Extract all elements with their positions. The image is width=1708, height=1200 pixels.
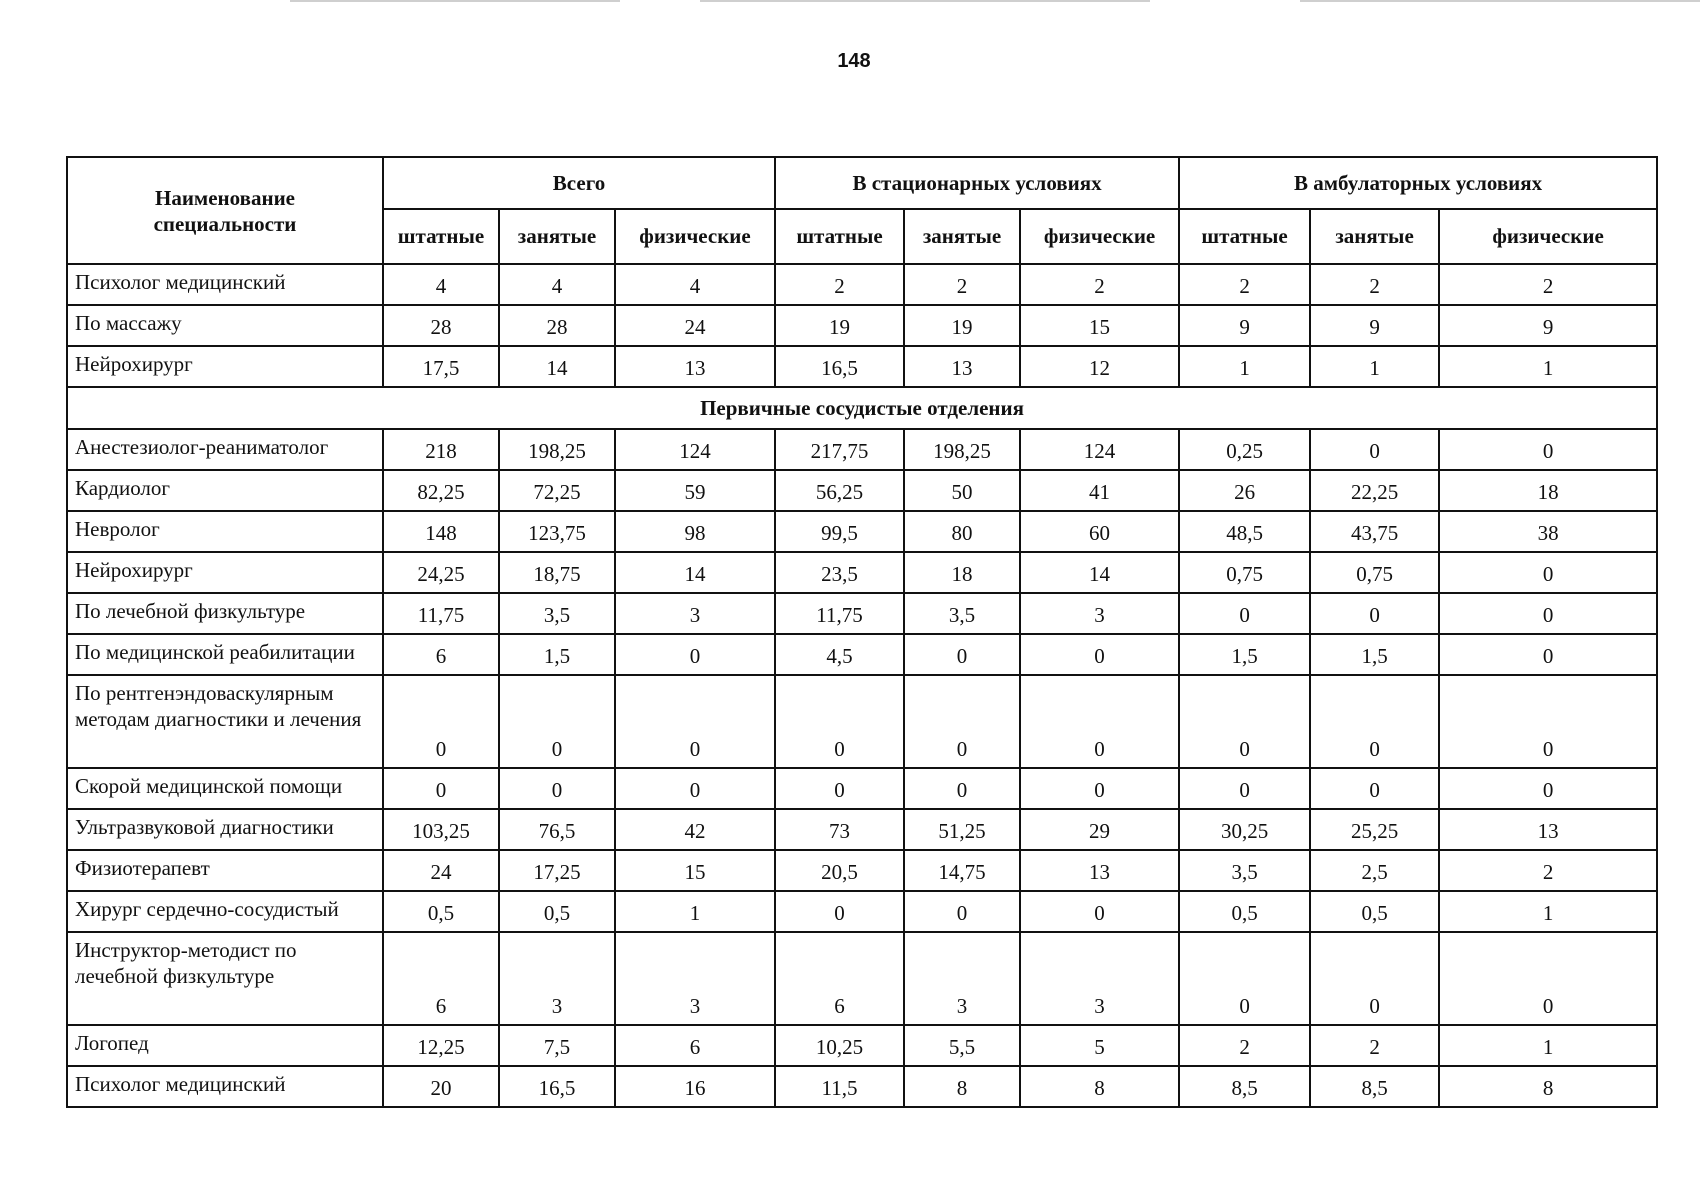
cell-value: 12: [1020, 346, 1179, 387]
cell-value: 2: [1439, 850, 1657, 891]
cell-value: 8: [1020, 1066, 1179, 1107]
cell-value: 1: [1179, 346, 1310, 387]
cell-value: 4,5: [775, 634, 904, 675]
cell-value: 25,25: [1310, 809, 1439, 850]
specialty-name: Нейрохирург: [67, 552, 383, 593]
cell-value: 2: [1179, 264, 1310, 305]
cell-value: 124: [1020, 429, 1179, 470]
cell-value: 0: [1310, 675, 1439, 768]
cell-value: 5: [1020, 1025, 1179, 1066]
cell-value: 22,25: [1310, 470, 1439, 511]
header-group-total: Всего: [383, 157, 775, 209]
cell-value: 0: [1439, 552, 1657, 593]
cell-value: 15: [615, 850, 775, 891]
specialty-name: По медицинской реабилитации: [67, 634, 383, 675]
section-row: [67, 387, 1657, 429]
cell-value: 13: [1020, 850, 1179, 891]
cell-value: 18: [904, 552, 1020, 593]
cell-value: 60: [1020, 511, 1179, 552]
cell-value: 0: [1179, 675, 1310, 768]
cell-value: 82,25: [383, 470, 499, 511]
table-row: [67, 429, 1657, 470]
cell-value: 148: [383, 511, 499, 552]
cell-value: 11,75: [383, 593, 499, 634]
cell-value: 217,75: [775, 429, 904, 470]
cell-value: 24,25: [383, 552, 499, 593]
cell-value: 1,5: [1310, 634, 1439, 675]
specialty-name: Инструктор-методист по лечебной физкультуре: [67, 932, 383, 1025]
cell-value: 9: [1439, 305, 1657, 346]
cell-value: 2: [1179, 1025, 1310, 1066]
cell-value: 16: [615, 1066, 775, 1107]
specialty-name: Невролог: [67, 511, 383, 552]
table-row: [67, 809, 1657, 850]
specialty-name: Кардиолог: [67, 470, 383, 511]
header-subcolumn: занятые: [499, 209, 615, 264]
table-row: [67, 768, 1657, 809]
cell-value: 48,5: [1179, 511, 1310, 552]
cell-value: 11,75: [775, 593, 904, 634]
header-subcolumn: физические: [1020, 209, 1179, 264]
table-row: [67, 593, 1657, 634]
cell-value: 43,75: [1310, 511, 1439, 552]
specialty-name: Скорой медицинской помощи: [67, 768, 383, 809]
specialty-name: Анестезиолог-реаниматолог: [67, 429, 383, 470]
scan-artifact: [1300, 0, 1700, 2]
cell-value: 0: [1020, 768, 1179, 809]
cell-value: 9: [1179, 305, 1310, 346]
cell-value: 0: [499, 675, 615, 768]
cell-value: 29: [1020, 809, 1179, 850]
specialty-name: Ультразвуковой диагностики: [67, 809, 383, 850]
cell-value: 0: [775, 675, 904, 768]
cell-value: 124: [615, 429, 775, 470]
header-group-inpatient: В стационарных условиях: [775, 157, 1179, 209]
cell-value: 23,5: [775, 552, 904, 593]
cell-value: 0,5: [1179, 891, 1310, 932]
cell-value: 0: [1179, 768, 1310, 809]
cell-value: 73: [775, 809, 904, 850]
cell-value: 0: [1020, 891, 1179, 932]
cell-value: 3: [615, 932, 775, 1025]
table-row: [67, 932, 1657, 1025]
page-number: 148: [837, 50, 871, 72]
cell-value: 20,5: [775, 850, 904, 891]
cell-value: 13: [615, 346, 775, 387]
cell-value: 0: [1310, 429, 1439, 470]
cell-value: 0: [1439, 675, 1657, 768]
cell-value: 0,5: [383, 891, 499, 932]
cell-value: 1,5: [499, 634, 615, 675]
cell-value: 4: [383, 264, 499, 305]
table-row: [67, 552, 1657, 593]
cell-value: 16,5: [775, 346, 904, 387]
table-row: [67, 264, 1657, 305]
cell-value: 3: [499, 932, 615, 1025]
cell-value: 80: [904, 511, 1020, 552]
cell-value: 1: [1439, 891, 1657, 932]
cell-value: 72,25: [499, 470, 615, 511]
cell-value: 14: [615, 552, 775, 593]
header-subcolumn: занятые: [904, 209, 1020, 264]
cell-value: 0,5: [499, 891, 615, 932]
specialty-name: По массажу: [67, 305, 383, 346]
cell-value: 28: [383, 305, 499, 346]
cell-value: 14,75: [904, 850, 1020, 891]
cell-value: 51,25: [904, 809, 1020, 850]
cell-value: 198,25: [499, 429, 615, 470]
cell-value: 1: [1439, 346, 1657, 387]
cell-value: 0: [1020, 675, 1179, 768]
cell-value: 0: [615, 675, 775, 768]
specialty-name: Хирург сердечно-сосудистый: [67, 891, 383, 932]
cell-value: 8,5: [1310, 1066, 1439, 1107]
staff-table: [66, 156, 1658, 1108]
scan-artifact: [290, 0, 620, 2]
cell-value: 0: [904, 634, 1020, 675]
cell-value: 3: [615, 593, 775, 634]
scan-speck: [1630, 396, 1638, 399]
cell-value: 218: [383, 429, 499, 470]
cell-value: 5,5: [904, 1025, 1020, 1066]
table-row: [67, 1025, 1657, 1066]
cell-value: 0: [499, 768, 615, 809]
cell-value: 18,75: [499, 552, 615, 593]
header-group-outpatient: В амбулаторных условиях: [1179, 157, 1657, 209]
cell-value: 1: [1310, 346, 1439, 387]
cell-value: 19: [775, 305, 904, 346]
cell-value: 4: [615, 264, 775, 305]
cell-value: 0: [1310, 768, 1439, 809]
cell-value: 17,5: [383, 346, 499, 387]
cell-value: 6: [615, 1025, 775, 1066]
cell-value: 56,25: [775, 470, 904, 511]
cell-value: 76,5: [499, 809, 615, 850]
specialty-name: Логопед: [67, 1025, 383, 1066]
cell-value: 0,75: [1310, 552, 1439, 593]
cell-value: 0: [383, 675, 499, 768]
header-row-groups: [67, 157, 1657, 209]
section-title: Первичные сосудистые отделения: [67, 387, 1657, 429]
table-row: [67, 511, 1657, 552]
cell-value: 14: [1020, 552, 1179, 593]
table-row: [67, 850, 1657, 891]
cell-value: 0,5: [1310, 891, 1439, 932]
header-subcolumn: штатные: [383, 209, 499, 264]
cell-value: 123,75: [499, 511, 615, 552]
cell-value: 11,5: [775, 1066, 904, 1107]
header-subcolumn: штатные: [1179, 209, 1310, 264]
cell-value: 0: [1179, 593, 1310, 634]
cell-value: 0: [775, 891, 904, 932]
cell-value: 98: [615, 511, 775, 552]
cell-value: 2: [1439, 264, 1657, 305]
cell-value: 12,25: [383, 1025, 499, 1066]
cell-value: 9: [1310, 305, 1439, 346]
cell-value: 18: [1439, 470, 1657, 511]
specialty-name: Физиотерапевт: [67, 850, 383, 891]
cell-value: 13: [1439, 809, 1657, 850]
cell-value: 3,5: [904, 593, 1020, 634]
cell-value: 1: [1439, 1025, 1657, 1066]
cell-value: 0: [615, 768, 775, 809]
cell-value: 6: [775, 932, 904, 1025]
cell-value: 41: [1020, 470, 1179, 511]
cell-value: 2: [1310, 1025, 1439, 1066]
cell-value: 17,25: [499, 850, 615, 891]
cell-value: 16,5: [499, 1066, 615, 1107]
header-subcolumn: штатные: [775, 209, 904, 264]
table-row: [67, 305, 1657, 346]
cell-value: 8,5: [1179, 1066, 1310, 1107]
specialty-name: Психолог медицинский: [67, 264, 383, 305]
cell-value: 2: [1020, 264, 1179, 305]
cell-value: 0: [1439, 634, 1657, 675]
header-subcolumn: занятые: [1310, 209, 1439, 264]
cell-value: 99,5: [775, 511, 904, 552]
cell-value: 15: [1020, 305, 1179, 346]
table-row: [67, 634, 1657, 675]
specialty-name: По рентгенэндоваскулярным методам диагностики и лечения: [67, 675, 383, 768]
cell-value: 0: [1439, 593, 1657, 634]
cell-value: 0: [775, 768, 904, 809]
table-row: [67, 1066, 1657, 1107]
cell-value: 28: [499, 305, 615, 346]
cell-value: 0: [383, 768, 499, 809]
cell-value: 0,25: [1179, 429, 1310, 470]
table-row: [67, 470, 1657, 511]
cell-value: 0: [1179, 932, 1310, 1025]
table-row: [67, 675, 1657, 768]
cell-value: 19: [904, 305, 1020, 346]
cell-value: 0: [904, 768, 1020, 809]
cell-value: 8: [1439, 1066, 1657, 1107]
cell-value: 0: [1310, 593, 1439, 634]
cell-value: 4: [499, 264, 615, 305]
cell-value: 1,5: [1179, 634, 1310, 675]
cell-value: 42: [615, 809, 775, 850]
cell-value: 14: [499, 346, 615, 387]
cell-value: 6: [383, 634, 499, 675]
specialty-name: Нейрохирург: [67, 346, 383, 387]
cell-value: 0: [1439, 932, 1657, 1025]
cell-value: 24: [383, 850, 499, 891]
cell-value: 10,25: [775, 1025, 904, 1066]
cell-value: 3: [1020, 932, 1179, 1025]
cell-value: 6: [383, 932, 499, 1025]
cell-value: 0: [1020, 634, 1179, 675]
cell-value: 0: [1310, 932, 1439, 1025]
cell-value: 0: [1439, 429, 1657, 470]
cell-value: 2: [1310, 264, 1439, 305]
cell-value: 3,5: [499, 593, 615, 634]
cell-value: 0: [1439, 768, 1657, 809]
cell-value: 198,25: [904, 429, 1020, 470]
specialty-name: Психолог медицинский: [67, 1066, 383, 1107]
cell-value: 24: [615, 305, 775, 346]
cell-value: 2,5: [1310, 850, 1439, 891]
cell-value: 2: [775, 264, 904, 305]
cell-value: 2: [904, 264, 1020, 305]
cell-value: 103,25: [383, 809, 499, 850]
table-row: [67, 891, 1657, 932]
cell-value: 0: [904, 675, 1020, 768]
header-subcolumn: физические: [615, 209, 775, 264]
header-name-column: Наименование специальности: [67, 157, 383, 264]
cell-value: 0: [904, 891, 1020, 932]
cell-value: 30,25: [1179, 809, 1310, 850]
cell-value: 8: [904, 1066, 1020, 1107]
cell-value: 50: [904, 470, 1020, 511]
cell-value: 7,5: [499, 1025, 615, 1066]
cell-value: 20: [383, 1066, 499, 1107]
cell-value: 0,75: [1179, 552, 1310, 593]
cell-value: 0: [615, 634, 775, 675]
specialty-name: По лечебной физкультуре: [67, 593, 383, 634]
cell-value: 38: [1439, 511, 1657, 552]
cell-value: 3,5: [1179, 850, 1310, 891]
header-subcolumn: физические: [1439, 209, 1657, 264]
cell-value: 3: [1020, 593, 1179, 634]
cell-value: 13: [904, 346, 1020, 387]
scan-artifact: [700, 0, 1150, 2]
table-row: [67, 346, 1657, 387]
cell-value: 1: [615, 891, 775, 932]
cell-value: 26: [1179, 470, 1310, 511]
cell-value: 3: [904, 932, 1020, 1025]
cell-value: 59: [615, 470, 775, 511]
